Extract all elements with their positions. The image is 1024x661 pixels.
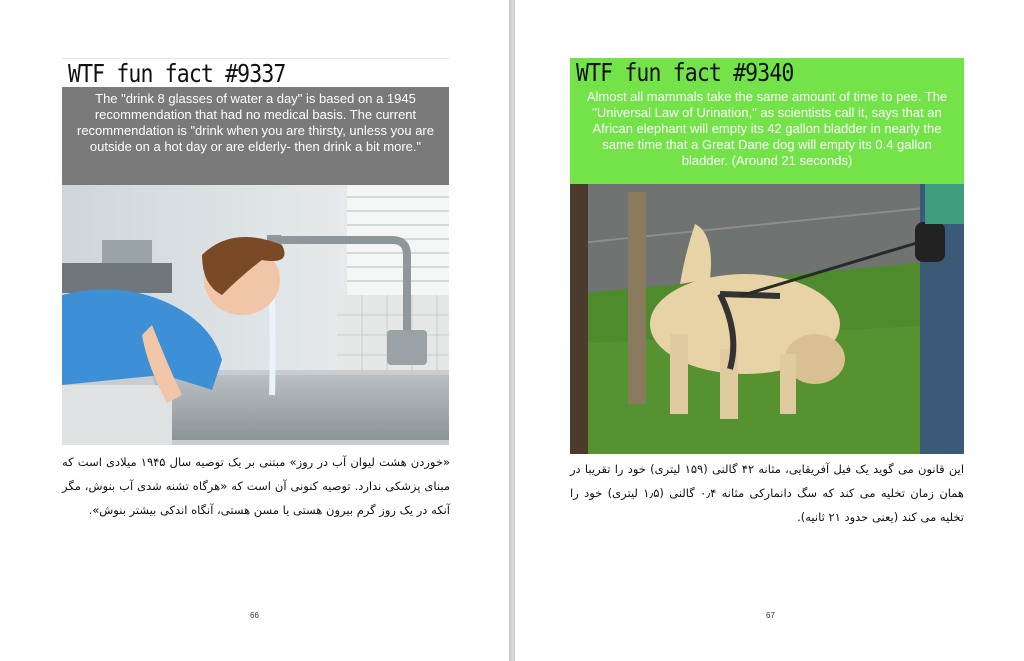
fact-title: WTF fun fact #9340 [576, 57, 794, 87]
fact-card-9340 [570, 58, 964, 184]
boy-drinking-from-faucet-photo [62, 185, 449, 445]
fact-title: WTF fun fact #9337 [68, 58, 286, 88]
fact-card-9337 [62, 58, 449, 185]
persian-caption: «خوردن هشت لیوان آب در روز» مبتنی بر یک توصیه سال ۱۹۴۵ میلادی است که مبنای پزشکی ندارد. توصیه کنونی آن است که «هرگاه تشنه شدی آب بنوش، مگر آنکه در یک روز گرم بیرون هستی یا مسن هستی، آنگاه اندکی بیشتر بنوش». [62, 455, 450, 517]
fact-header [62, 58, 449, 87]
dog-illustration [570, 184, 964, 454]
dog-peeing-photo [570, 184, 964, 454]
fact-text: Almost all mammals take the same amount of time to pee. The "Universal Law of Urination," as scientists call it, says that an African elephant will empty its 42 gallon bladder in nearly the same time that a Great Dane dog will empty its 0.4 gallon bladder. (Around 21 seconds) [570, 86, 964, 184]
left-page [0, 0, 510, 661]
boy-drinking-illustration [62, 185, 449, 445]
fact-header [570, 58, 964, 86]
persian-caption: این قانون می گوید یک فیل آفریقایی، مثانه ۴۲ گالنی (۱۵۹ لیتری) خود را تقریبا در همان زمان تخلیه می کند که سگ دانمارکی مثانه ۰٫۴ گالنی (۱٫۵ لیتری) خود را تخلیه می کند (یعنی حدود ۲۱ ثانیه). [570, 462, 965, 524]
fact-text: The "drink 8 glasses of water a day" is based on a 1945 recommendation that had no medical basis. The current recommendation is "drink when you are thirsty, unless you are outside on a hot day or are elderly- then drink a bit more." [62, 87, 449, 185]
page-number: 67 [766, 611, 775, 620]
page-number: 66 [250, 611, 259, 620]
